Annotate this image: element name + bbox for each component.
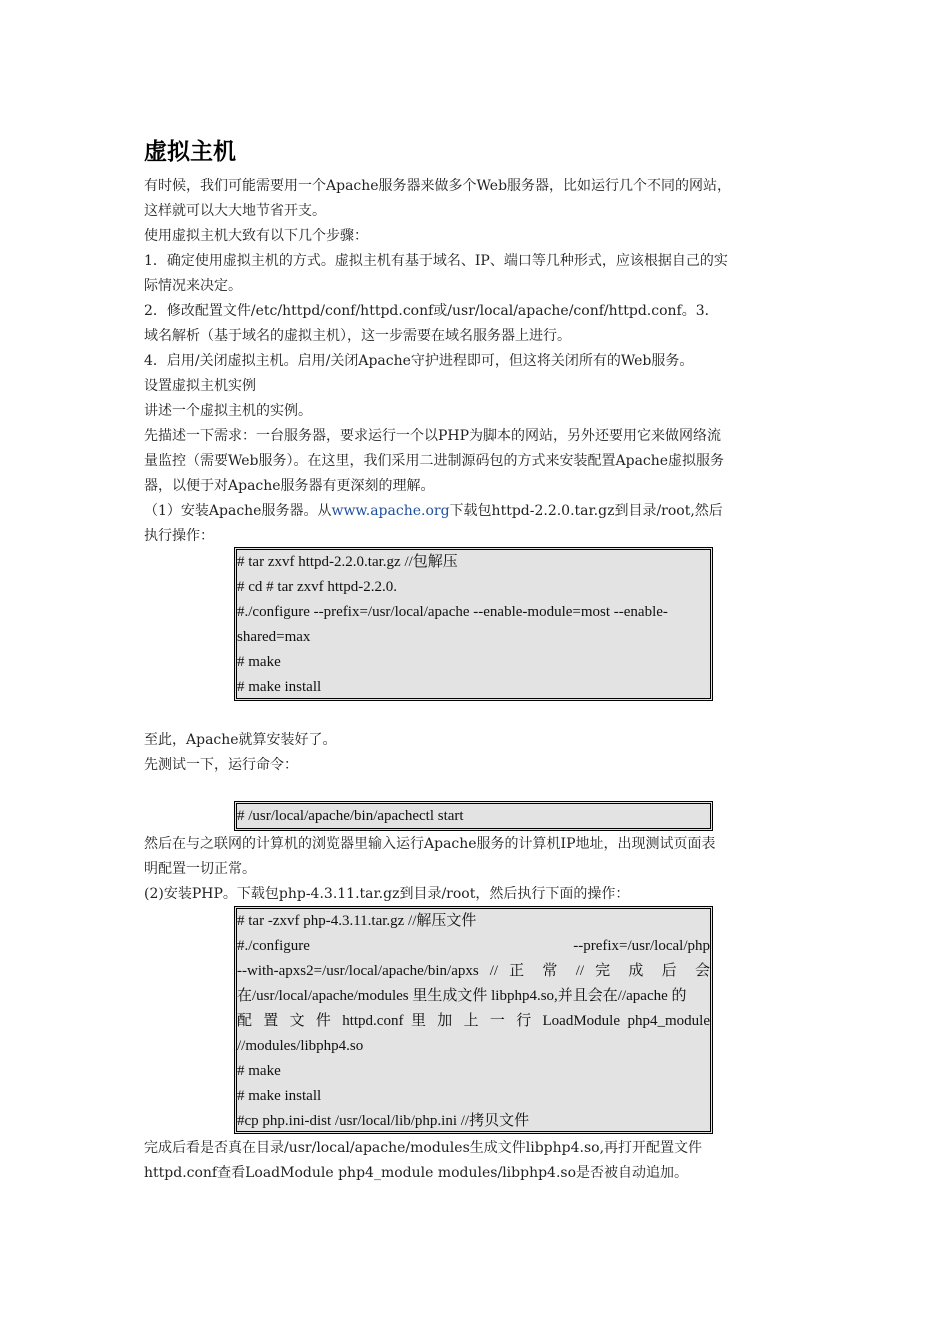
- page-title: 虚拟主机: [144, 139, 236, 165]
- code-line: shared=max: [237, 629, 311, 645]
- body-text-line: 2．修改配置文件/etc/httpd/conf/httpd.conf或/usr/local/apache/conf/httpd.conf。3．: [144, 303, 719, 319]
- code-line: 在/usr/local/apache/modules 里生成文件 libphp4.so,并且会在//apache 的: [237, 988, 687, 1004]
- body-text-line: 使用虚拟主机大致有以下几个步骤：: [144, 228, 368, 244]
- code-line: # make install: [237, 679, 322, 695]
- step1-prefix: （1）安装Apache服务器。从: [144, 503, 332, 519]
- step1-suffix: 下载包httpd-2.2.0.tar.gz到目录/root,然后: [449, 503, 723, 519]
- body-text-line: (2)安装PHP。下载包php-4.3.11.tar.gz到目录/root，然后执行下面的操作：: [144, 886, 630, 902]
- code-line: #./configure --prefix=/usr/local/apache --enable-module=most --enable-: [237, 604, 668, 620]
- body-text-line: 至此，Apache就算安装好了。: [144, 732, 337, 748]
- code-block-install-php: [234, 906, 713, 1134]
- body-text-line: 先测试一下，运行命令：: [144, 757, 298, 773]
- apache-link[interactable]: www.apache.org: [331, 503, 450, 519]
- body-text-line: 明配置一切正常。: [144, 861, 256, 877]
- code-line: # tar -zxvf php-4.3.11.tar.gz //解压文件: [237, 913, 477, 929]
- configure-cmd: #./configure: [237, 938, 310, 954]
- body-text-line: 讲述一个虚拟主机的实例。: [144, 403, 312, 419]
- body-text-line: 执行操作：: [144, 528, 214, 544]
- code-line: 配 置 文 件 httpd.conf 里 加 上 一 行 LoadModule php4_module: [237, 1013, 710, 1029]
- code-line: # make: [237, 1063, 281, 1079]
- code-block-apachectl: [234, 801, 713, 831]
- body-text-line: 量监控（需要Web服务）。在这里，我们采用二进制源码包的方式来安装配置Apache虚拟服务: [144, 453, 725, 469]
- body-text-line: 完成后看是否真在目录/usr/local/apache/modules生成文件libphp4.so,再打开配置文件: [144, 1140, 703, 1156]
- section-subheading: 设置虚拟主机实例: [144, 378, 256, 394]
- code-line: # cd # tar zxvf httpd-2.2.0.: [237, 579, 397, 595]
- code-line: # tar zxvf httpd-2.2.0.tar.gz //包解压: [237, 554, 458, 570]
- code-line: //modules/libphp4.so: [237, 1038, 364, 1054]
- step1-line: [144, 499, 723, 524]
- configure-prefix: --prefix=/usr/local/php: [573, 938, 710, 954]
- code-line: [237, 934, 710, 959]
- body-text-line: 器，以便于对Apache服务器有更深刻的理解。: [144, 478, 435, 494]
- body-text-line: httpd.conf查看LoadModule php4_module modules/libphp4.so是否被自动追加。: [144, 1165, 689, 1181]
- code-line: # make install: [237, 1088, 322, 1104]
- code-line: # /usr/local/apache/bin/apachectl start: [237, 808, 464, 824]
- body-text-line: 1．确定使用虚拟主机的方式。虚拟主机有基于域名、IP、端口等几种形式，应该根据自己的实: [144, 253, 728, 269]
- code-line: --with-apxs2=/usr/local/apache/bin/apxs // 正 常 // 完 成 后 会: [237, 963, 710, 979]
- body-text-line: 有时候，我们可能需要用一个Apache服务器来做多个Web服务器，比如运行几个不同的网站，: [144, 178, 732, 194]
- body-text-line: 4．启用/关闭虚拟主机。启用/关闭Apache守护进程即可，但这将关闭所有的Web服务。: [144, 353, 694, 369]
- body-text-line: 然后在与之联网的计算机的浏览器里输入运行Apache服务的计算机IP地址，出现测试页面表: [144, 836, 716, 852]
- code-block-install-apache: [234, 547, 713, 701]
- body-text-line: 这样就可以大大地节省开支。: [144, 203, 326, 219]
- body-text-line: 际情况来决定。: [144, 278, 242, 294]
- code-line: #cp php.ini-dist /usr/local/lib/php.ini //拷贝文件: [237, 1113, 530, 1129]
- code-line: # make: [237, 654, 281, 670]
- body-text-line: 域名解析（基于域名的虚拟主机），这一步需要在域名服务器上进行。: [144, 328, 571, 344]
- body-text-line: 先描述一下需求：一台服务器，要求运行一个以PHP为脚本的网站，另外还要用它来做网络流: [144, 428, 722, 444]
